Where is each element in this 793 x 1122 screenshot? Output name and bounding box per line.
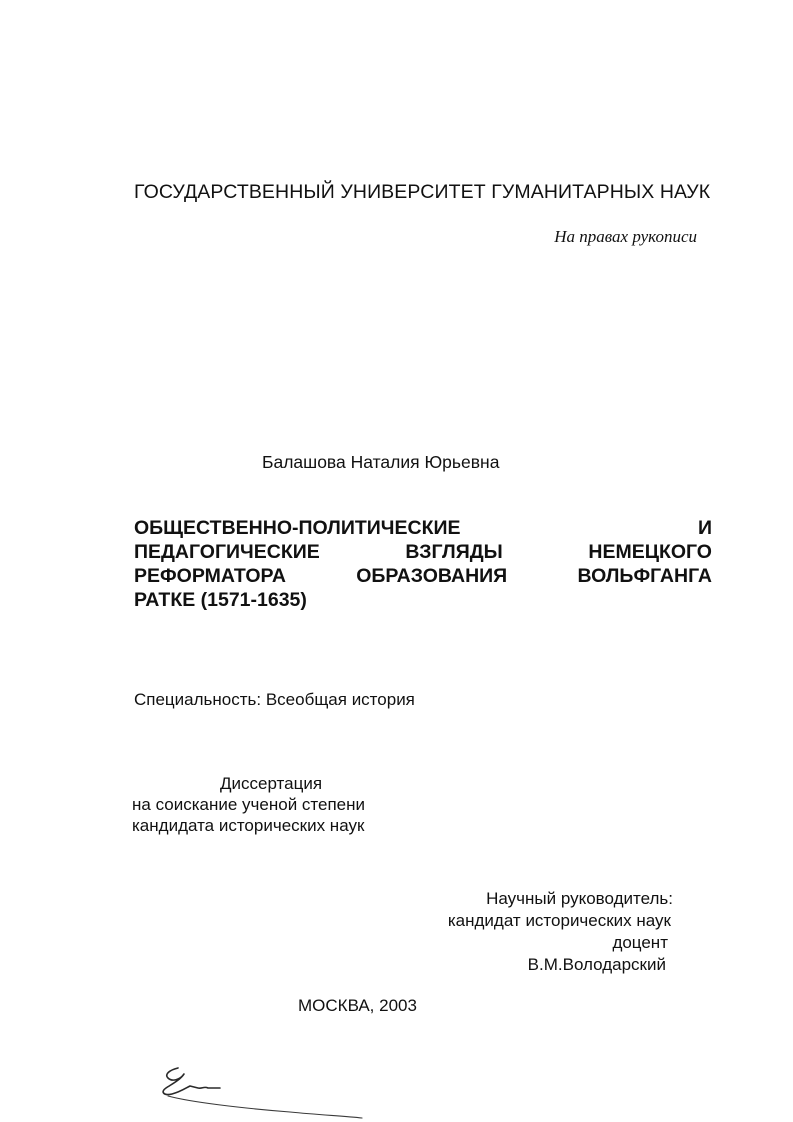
title-word: ПЕДАГОГИЧЕСКИЕ: [134, 541, 320, 563]
supervisor-block: [448, 888, 671, 976]
degree-level: кандидата исторических наук: [132, 816, 365, 835]
title-word: РАТКЕ (1571-1635): [134, 589, 307, 611]
degree-block: [132, 773, 402, 836]
degree-purpose: на соискание ученой степени: [132, 795, 366, 814]
title-word: НЕМЕЦКОГО: [588, 541, 712, 563]
specialty: Специальность: Всеобщая история: [134, 690, 415, 709]
institution-name: ГОСУДАРСТВЕННЫЙ УНИВЕРСИТЕТ ГУМАНИТАРНЫХ НАУК: [134, 181, 711, 203]
title-line-1: [134, 516, 712, 540]
title-word: ОБЩЕСТВЕННО-ПОЛИТИЧЕСКИЕ: [134, 517, 461, 539]
city-year: МОСКВА, 2003: [298, 996, 417, 1015]
author-name: Балашова Наталия Юрьевна: [262, 452, 500, 472]
title-word: ВЗГЛЯДЫ: [405, 541, 503, 563]
supervisor-name: В.М.Володарский: [527, 955, 666, 974]
title-line-3: [134, 564, 712, 588]
title-word: ОБРАЗОВАНИЯ: [356, 565, 508, 587]
signature-icon: [150, 1058, 370, 1122]
title-line-4: [134, 588, 712, 612]
manuscript-note: На правах рукописи: [554, 227, 697, 246]
degree-type: Диссертация: [220, 774, 323, 793]
title-line-2: [134, 540, 712, 564]
title-word: РЕФОРМАТОРА: [134, 565, 286, 587]
supervisor-rank: доцент: [612, 933, 668, 952]
title-word: ВОЛЬФГАНГА: [577, 565, 712, 587]
supervisor-degree: кандидат исторических наук: [447, 911, 671, 930]
supervisor-role: Научный руководитель:: [486, 889, 673, 908]
dissertation-title: [134, 516, 712, 612]
title-word: И: [697, 517, 712, 539]
